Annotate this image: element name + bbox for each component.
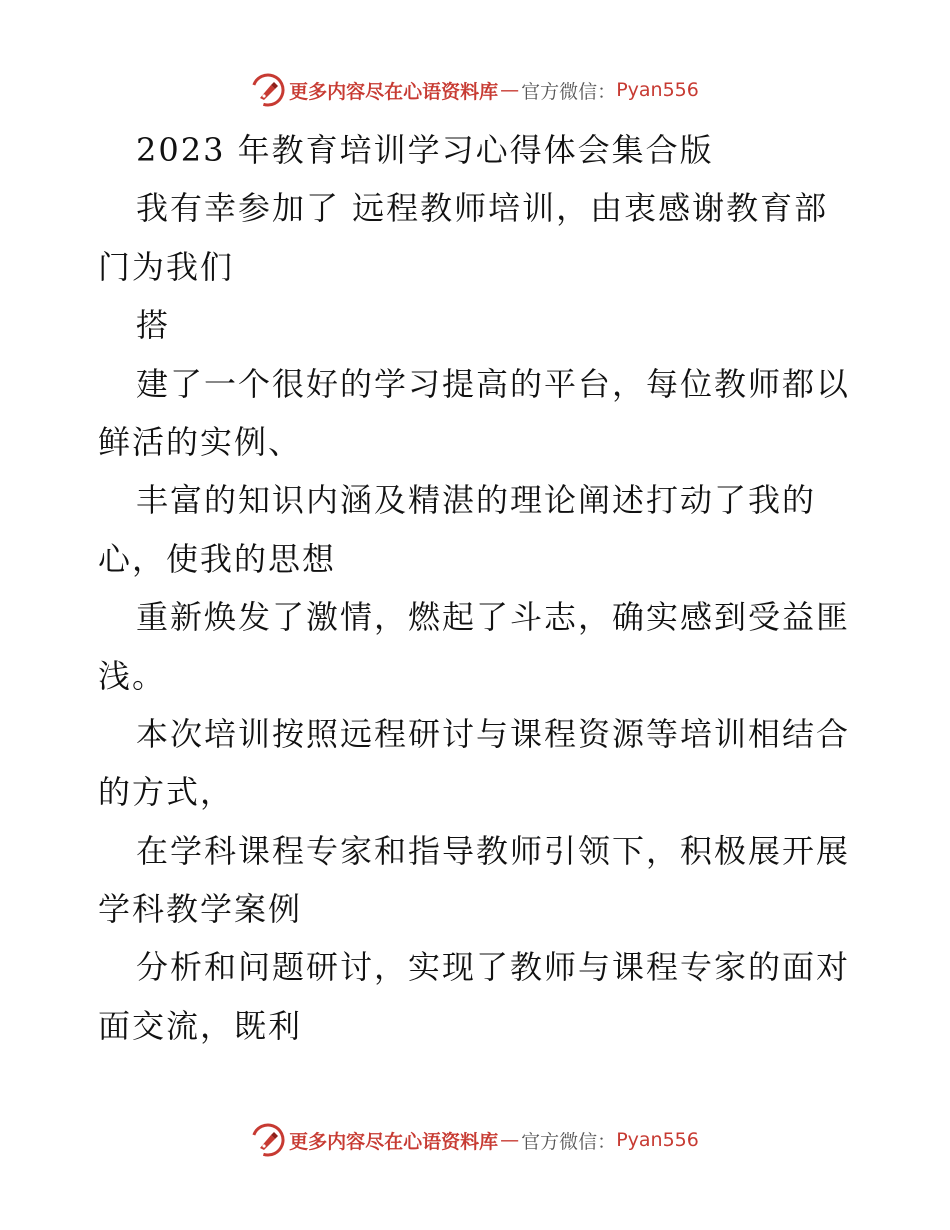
wechat-label: 官方微信：: [521, 80, 617, 103]
paragraph-line: 心，使我的思想: [98, 539, 337, 578]
paragraph-line: 学科教学案例: [98, 890, 303, 929]
paragraph-line: 搭: [136, 306, 171, 345]
brand-text: 更多内容尽在心语资料库: [289, 80, 499, 103]
banner-text: [289, 1127, 699, 1154]
paragraph-line: 本次培训按照远程研讨与课程资源等培训相结合: [136, 714, 851, 753]
banner-dash: —: [500, 1129, 520, 1151]
paragraph-line: 门为我们: [98, 247, 235, 286]
document-body: [98, 121, 858, 1055]
wechat-id: Pyan556: [616, 79, 699, 101]
banner-text: [289, 77, 699, 104]
paragraph-line: 的方式，: [98, 773, 235, 812]
paragraph-line: 重新焕发了激情，燃起了斗志，确实感到受益匪: [136, 598, 851, 637]
paragraph-line: 鲜活的实例、: [98, 422, 303, 461]
wechat-label: 官方微信：: [521, 1130, 617, 1153]
paragraph-line: 建了一个很好的学习提高的平台，每位教师都以: [136, 364, 851, 403]
paragraph-line: 面交流，既利: [98, 1006, 303, 1045]
pen-nib-logo-icon: [251, 73, 285, 107]
paragraph-line: 分析和问题研讨，实现了教师与课程专家的面对: [136, 948, 851, 987]
pen-nib-logo-icon: [251, 1123, 285, 1157]
footer-banner: [0, 1120, 950, 1160]
header-banner: [0, 70, 950, 110]
paragraph-line: 我有幸参加了 远程教师培训，由衷感谢教育部: [136, 189, 829, 228]
brand-text: 更多内容尽在心语资料库: [289, 1130, 499, 1153]
paragraph-line: 丰富的知识内涵及精湛的理论阐述打动了我的: [136, 481, 817, 520]
paragraph-line: 在学科课程专家和指导教师引领下，积极展开展: [136, 831, 851, 870]
paragraph-line: 浅。: [98, 656, 167, 695]
wechat-id: Pyan556: [616, 1129, 699, 1151]
document-title: 2023 年教育培训学习心得体会集合版: [136, 131, 714, 169]
banner-dash: —: [500, 79, 520, 101]
